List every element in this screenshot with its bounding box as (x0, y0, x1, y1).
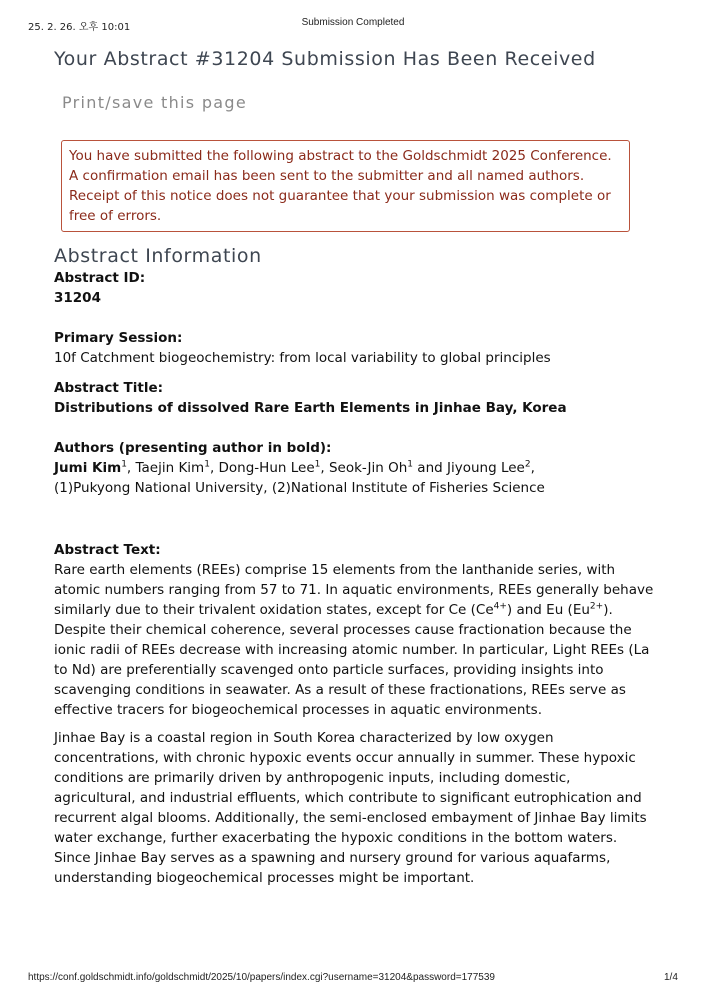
primary-session-value: 10f Catchment biogeochemistry: from local variability to global principles (54, 350, 551, 366)
authors-list (54, 458, 654, 478)
print-header-title: Submission Completed (301, 17, 405, 28)
abstract-paragraph-1 (54, 560, 654, 720)
author: , Dong-Hun Lee (209, 460, 315, 476)
author: , Taejin Kim (126, 460, 205, 476)
print-date: 25. 2. 26. 오후 10:01 (28, 22, 131, 33)
page-title: Your Abstract #31204 Submission Has Been Received (54, 48, 596, 70)
charge-sup: 4+ (493, 601, 507, 612)
affiliation-sup: 1 (204, 459, 210, 470)
abstract-title-value: Distributions of dissolved Rare Earth Elements in Jinhae Bay, Korea (54, 400, 567, 416)
authors-label: Authors (presenting author in bold): (54, 440, 332, 456)
primary-session-label: Primary Session: (54, 330, 183, 346)
abstract-information-heading: Abstract Information (54, 245, 262, 267)
paragraph-text: ) and Eu (Eu (506, 602, 590, 618)
author: and Jiyoung Lee (413, 460, 525, 476)
abstract-id-value: 31204 (54, 290, 101, 306)
affiliation-sup: 1 (314, 459, 321, 470)
print-save-link[interactable]: Print/save this page (62, 93, 247, 112)
presenting-author: Jumi Kim (54, 460, 122, 476)
paragraph-text: Rare earth elements (REEs) comprise 15 elements from the lanthanide series, with atomic numbers ranging from 57 to 71. In aquatic environments, REEs generally behave similarly due to their trivalent oxidation states, except for Ce (Ce (54, 562, 654, 618)
author-list-end: , (530, 460, 535, 476)
abstract-details (54, 268, 654, 896)
author: , Seok-Jin Oh (320, 460, 408, 476)
charge-sup: 2+ (589, 601, 604, 612)
abstract-paragraph-2: Jinhae Bay is a coastal region in South Korea characterized by low oxygen concentrations, with chronic hypoxic events occur annually in summer. These hypoxic conditions are primarily driven by anthropogenic inputs, including domestic, agricultural, and industrial effluents, which contribute to significant eutrophication and recurrent algal blooms. Additionally, the semi-enclosed embayment of Jinhae Bay limits water exchange, further exacerbating the hypoxic conditions in the bottom waters. Since Jinhae Bay serves as a spawning and nursery ground for various aquafarms, understanding biogeochemical processes might be important. (54, 730, 647, 886)
abstract-text-label: Abstract Text: (54, 542, 161, 558)
paragraph-text: ). Despite their chemical coherence, several processes cause fractionation because the ionic radii of REEs decrease with increasing atomic number. In particular, Light REEs (La to Nd) are preferentially scavenged onto particle surfaces, providing insights into scavenging conditions in seawater. As a result of these fractionations, REEs serve as effective tracers for biogeochemical processes in aquatic environments. (54, 602, 650, 718)
submission-notice: You have submitted the following abstract to the Goldschmidt 2025 Conference. A confirmation email has been sent to the submitter and all named authors. Receipt of this notice does not guarantee that your submission was complete or free of errors. (61, 140, 630, 232)
affiliation-sup: 2 (524, 459, 531, 470)
affiliations: (1)Pukyong National University, (2)National Institute of Fisheries Science (54, 480, 545, 496)
print-footer-url: https://conf.goldschmidt.info/goldschmidt/2025/10/papers/index.cgi?username=31204&password=177539 (28, 972, 495, 983)
affiliation-sup: 1 (121, 459, 127, 470)
abstract-id-label: Abstract ID: (54, 270, 146, 286)
affiliation-sup: 1 (407, 459, 414, 470)
print-page-number: 1/4 (664, 972, 678, 983)
abstract-title-label: Abstract Title: (54, 380, 163, 396)
